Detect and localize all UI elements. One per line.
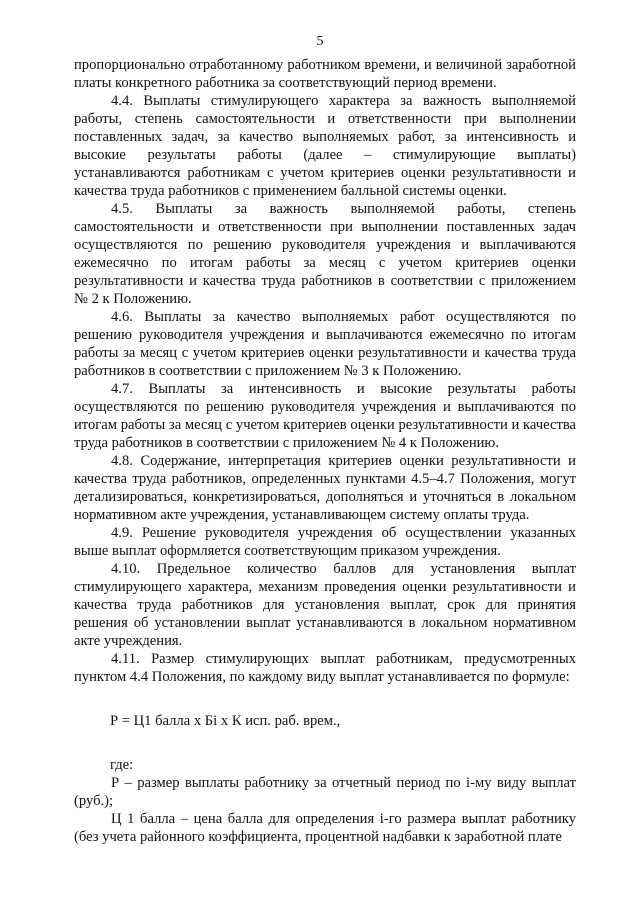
paragraph-4-9: 4.9. Решение руководителя учреждения об осуществлении указанных выше выплат оформляется соответствующим приказом учреждения. (74, 525, 576, 559)
document-body (74, 56, 576, 846)
paragraph-continuation: пропорционально отработанному работником времени, и величиной заработной платы конкретного работника за соответствующий период времени. (74, 57, 576, 91)
page-number: 5 (316, 34, 324, 49)
paragraph-4-4: 4.4. Выплаты стимулирующего характера за важность выполняемой работы, степень самостоятельности и ответственности при выполнении поставленных задач, за качество выполняемых работ, за интенсивность и высокие результаты работы (далее – стимулирующие выплаты) устанавливаются работникам с учетом критериев оценки результативности и качества труда работников с применением балльной системы оценки. (74, 93, 576, 199)
definition-c1: Ц 1 балла – цена балла для определения i-го размера выплат работнику (без учета районного коэффициента, процентной надбавки к заработной плате (74, 811, 576, 845)
paragraph-4-8: 4.8. Содержание, интерпретация критериев оценки результативности и качества труда работников, определенных пунктами 4.5–4.7 Положения, могут детализироваться, конкретизироваться, дополняться и уточняться в локальном нормативном акте учреждения, устанавливающем систему оплаты труда. (74, 453, 576, 523)
paragraph-4-5: 4.5. Выплаты за важность выполняемой работы, степень самостоятельности и ответственности при выполнении поставленных задач осуществляются по решению руководителя учреждения и выплачиваются ежемесячно по итогам работы за месяц с учетом критериев оценки результативности и качества труда работников в соответствии с приложением № 2 к Положению. (74, 201, 576, 307)
paragraph-4-6: 4.6. Выплаты за качество выполняемых работ осуществляются по решению руководителя учреждения и выплачиваются ежемесячно по итогам работы за месяц с учетом критериев оценки результативности и качества труда работников в соответствии с приложением № 3 к Положению. (74, 309, 576, 379)
formula: Р = Ц1 балла х Бi х К исп. раб. врем., (110, 713, 341, 729)
paragraph-4-11: 4.11. Размер стимулирующих выплат работникам, предусмотренных пунктом 4.4 Положения, по каждому виду выплат устанавливается по формуле: (74, 651, 576, 685)
where-label: где: (110, 757, 134, 773)
paragraph-4-7: 4.7. Выплаты за интенсивность и высокие результаты работы осуществляются по решению руководителя учреждения и выплачиваются по итогам работы за месяц с учетом критериев оценки результативности и качества труда работников в соответствии с приложением № 4 к Положению. (74, 381, 576, 451)
paragraph-4-10: 4.10. Предельное количество баллов для установления выплат стимулирующего характера, механизм проведения оценки результативности и качества труда работников для установления выплат, срок для принятия решения об установлении выплат устанавливаются в локальном нормативном акте учреждения. (74, 561, 576, 649)
definition-p: Р – размер выплаты работнику за отчетный период по i-му виду выплат (руб.); (74, 775, 576, 809)
